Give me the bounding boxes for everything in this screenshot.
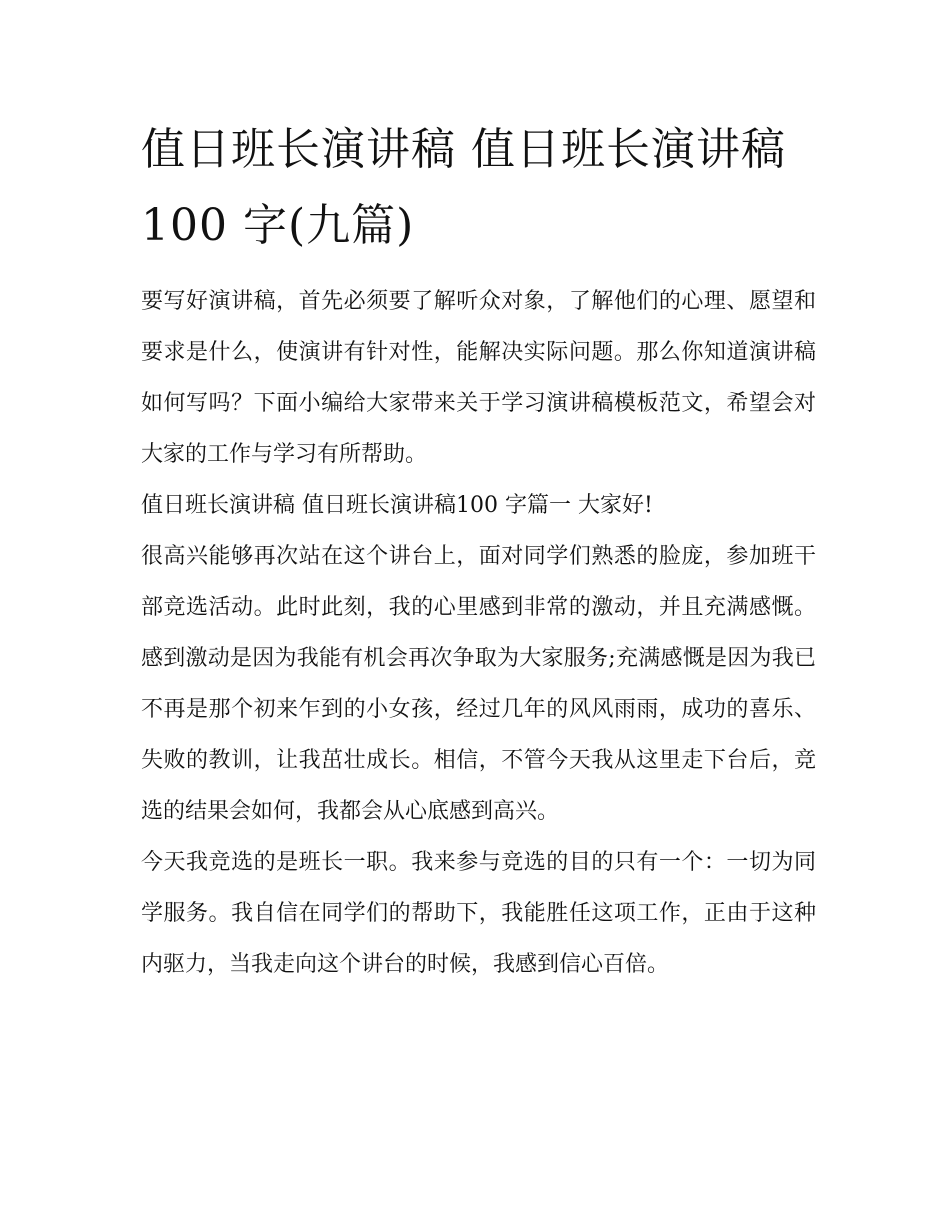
- document-body: [141, 276, 816, 990]
- paragraph-body-1: 很高兴能够再次站在这个讲台上，面对同学们熟悉的脸庞，参加班干部竞选活动。此时此刻，我的心里感到非常的激动，并且充满感慨。感到激动是因为我能有机会再次争取为大家服务;充满感慨是因为我已不再是那个初来乍到的小女孩，经过几年的风风雨雨，成功的喜乐、失败的教训，让我茁壮成长。相信，不管今天我从这里走下台后，竞选的结果会如何，我都会从心底感到高兴。: [141, 544, 816, 824]
- document-title: 值日班长演讲稿 值日班长演讲稿100 字(九篇): [141, 124, 786, 251]
- paragraph-body-2: 今天我竞选的是班长一职。我来参与竞选的目的只有一个：一切为同学服务。我自信在同学们的帮助下，我能胜任这项工作，正由于这种内驱力，当我走向这个讲台的时候，我感到信心百倍。: [141, 850, 816, 977]
- paragraph-section-heading: 值日班长演讲稿 值日班长演讲稿100 字篇一 大家好!: [141, 493, 653, 518]
- paragraph-intro: 要写好演讲稿，首先必须要了解听众对象，了解他们的心理、愿望和要求是什么，使演讲有针对性，能解决实际问题。那么你知道演讲稿如何写吗？下面小编给大家带来关于学习演讲稿模板范文，希望会对大家的工作与学习有所帮助。: [141, 289, 816, 467]
- document-page: [141, 112, 816, 990]
